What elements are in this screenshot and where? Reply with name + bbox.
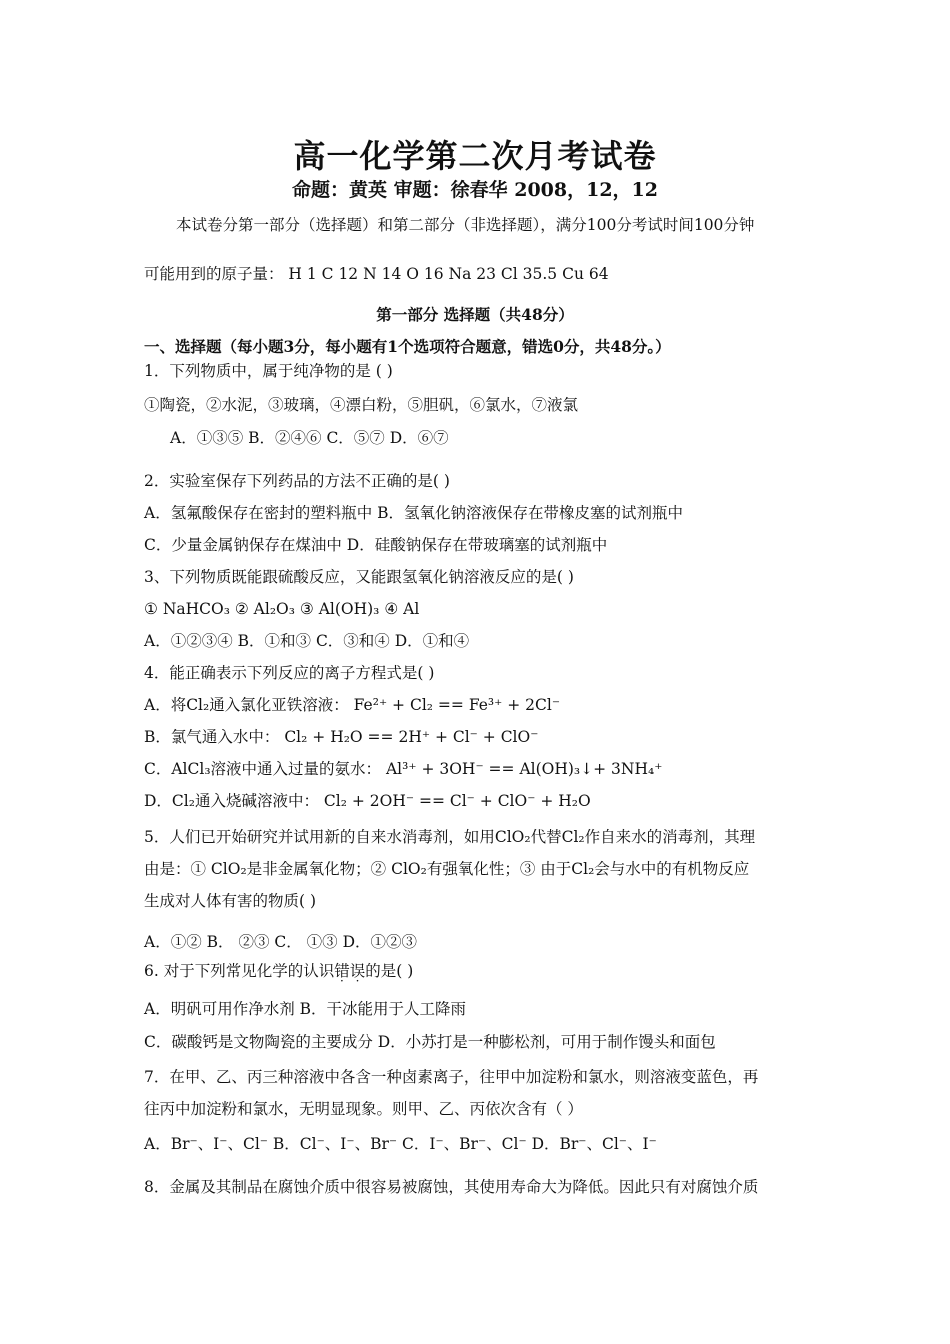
q4-option-b: B．氯气通入水中： Cl₂ + H₂O == 2H⁺ + Cl⁻ + ClO⁻ <box>144 728 539 746</box>
q4-option-d: D．Cl₂通入烧碱溶液中： Cl₂ + 2OH⁻ == Cl⁻ + ClO⁻ + H₂O <box>144 792 591 810</box>
q1-items: ①陶瓷，②水泥，③玻璃，④漂白粉，⑤胆矾，⑥氯水，⑦液氯 <box>144 396 579 414</box>
q8-line-1: 8．金属及其制品在腐蚀介质中很容易被腐蚀，其使用寿命大为降低。因此只有对腐蚀介质 <box>144 1178 759 1196</box>
q5-line-1: 5．人们已开始研究并试用新的自来水消毒剂，如用ClO₂代替Cl₂作自来水的消毒剂，其理 <box>144 828 756 846</box>
q6-emphasis-2: 误 <box>349 962 366 980</box>
q6-stem <box>144 961 413 981</box>
page-title: 高一化学第二次月考试卷 <box>293 137 657 175</box>
q1-stem: 1．下列物质中，属于纯净物的是 ( ) <box>144 362 393 380</box>
section1-heading: 一、选择题（每小题3分，每小题有1个选项符合题意，错选0分，共48分。） <box>144 337 671 356</box>
q4-option-c: C．AlCl₃溶液中通入过量的氨水： Al³⁺ + 3OH⁻ == Al(OH)₃↓+ 3NH₄⁺ <box>144 760 663 778</box>
q6-options-ab: A．明矾可用作净水剂 B．干冰能用于人工降雨 <box>144 1000 467 1018</box>
q6-emphasis-1: 错 <box>334 962 350 980</box>
q5-options: A．①② B． ②③ C． ①③ D．①②③ <box>144 933 418 951</box>
q3-options: A．①②③④ B．①和③ C．③和④ D．①和④ <box>144 632 470 650</box>
q1-options: A．①③⑤ B．②④⑥ C．⑤⑦ D．⑥⑦ <box>170 429 449 447</box>
atomic-masses: 可能用到的原子量： H 1 C 12 N 14 O 16 Na 23 Cl 35.5 Cu 64 <box>144 265 609 283</box>
q2-options-ab: A．氢氟酸保存在密封的塑料瓶中 B．氢氧化钠溶液保存在带橡皮塞的试剂瓶中 <box>144 504 684 522</box>
q2-stem: 2．实验室保存下列药品的方法不正确的是( ) <box>144 472 450 490</box>
intro-text: 本试卷分第一部分（选择题）和第二部分（非选择题），满分100分考试时间100分钟 <box>176 216 755 234</box>
q6-options-cd: C．碳酸钙是文物陶瓷的主要成分 D．小苏打是一种膨松剂，可用于制作馒头和面包 <box>144 1033 716 1051</box>
q3-items: ① NaHCO₃ ② Al₂O₃ ③ Al(OH)₃ ④ Al <box>144 600 420 618</box>
q5-line-3: 生成对人体有害的物质( ) <box>144 892 317 910</box>
authors-line: 命题：黄英 审题：徐春华 2008，12，12 <box>292 179 658 201</box>
q7-options: A．Br⁻、I⁻、Cl⁻ B．Cl⁻、I⁻、Br⁻ C．I⁻、Br⁻、Cl⁻ D．Br⁻、Cl⁻、I⁻ <box>144 1135 657 1153</box>
q6-stem-post: 的是( ) <box>365 962 414 980</box>
q5-line-2: 由是：① ClO₂是非金属氧化物；② ClO₂有强氧化性；③ 由于Cl₂会与水中的有机物反应 <box>144 860 750 878</box>
q2-options-cd: C．少量金属钠保存在煤油中 D．硅酸钠保存在带玻璃塞的试剂瓶中 <box>144 536 608 554</box>
q7-line-2: 往丙中加淀粉和氯水，无明显现象。则甲、乙、丙依次含有（ ） <box>144 1100 583 1118</box>
q4-stem: 4．能正确表示下列反应的离子方程式是( ) <box>144 664 435 682</box>
part1-heading: 第一部分 选择题（共48分） <box>376 305 574 324</box>
q7-line-1: 7．在甲、乙、丙三种溶液中各含一种卤素离子，往甲中加淀粉和氯水，则溶液变蓝色，再 <box>144 1068 759 1086</box>
q6-stem-pre: 6. 对于下列常见化学的认识 <box>144 962 335 980</box>
q3-stem: 3、下列物质既能跟硫酸反应，又能跟氢氧化钠溶液反应的是( ) <box>144 568 574 586</box>
q4-option-a: A．将Cl₂通入氯化亚铁溶液： Fe²⁺ + Cl₂ == Fe³⁺ + 2Cl⁻ <box>144 696 561 714</box>
